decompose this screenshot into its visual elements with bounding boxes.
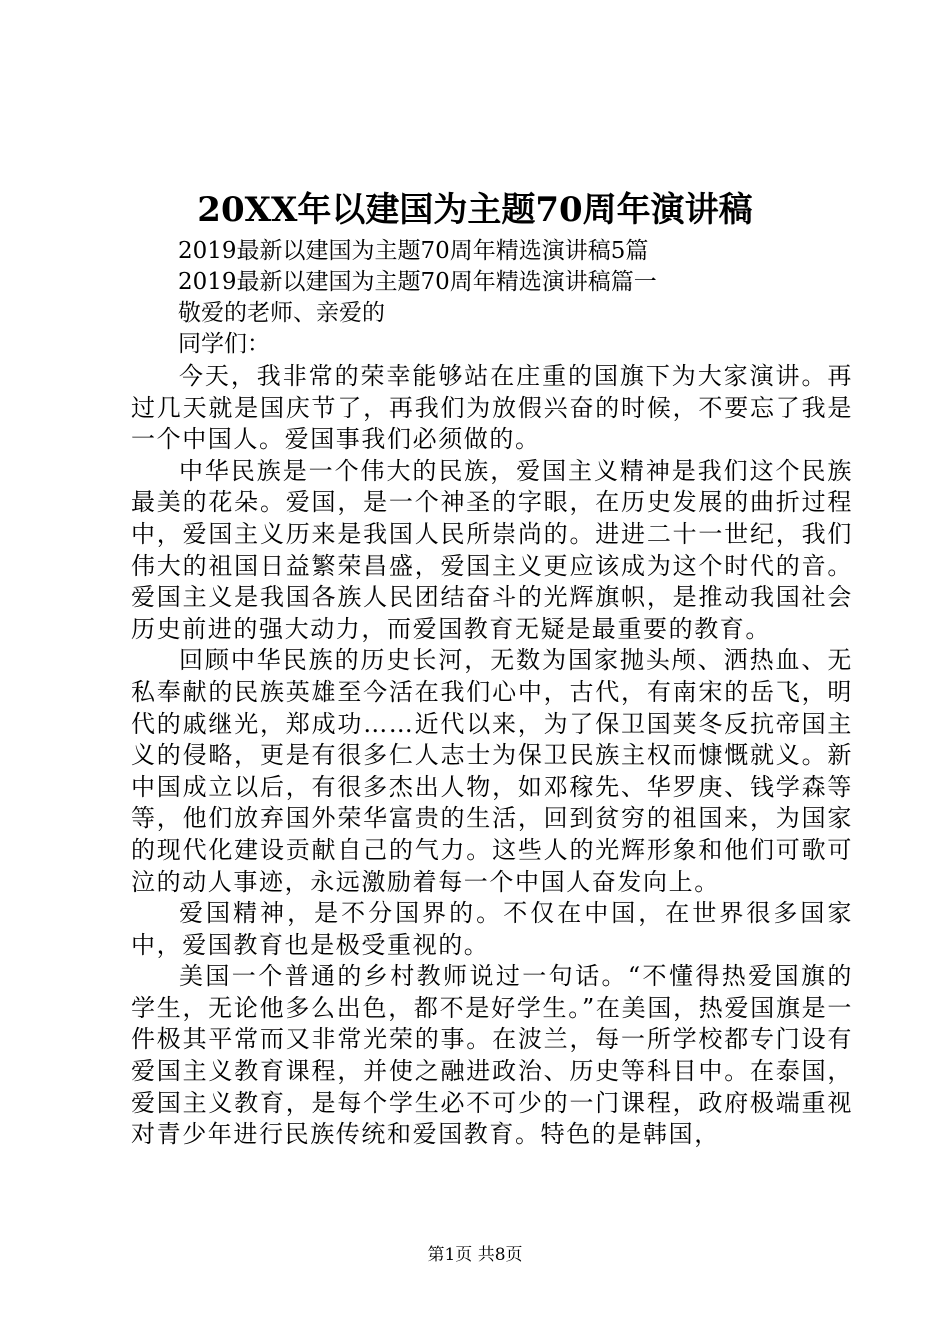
intro-line: 敬爱的老师、亲爱的 [178, 300, 385, 326]
intro-line: 2019最新以建国为主题70周年精选演讲稿5篇 [178, 238, 649, 264]
body-paragraph: 回顾中华民族的历史长河，无数为国家抛头颅、洒热血、无私奉献的民族英雄至今活在我们心中，古代，有南宋的岳飞，明代的戚继光，郑成功……近代以来，为了保卫国荚冬反抗帝国主义的侵略，更是有很多仁人志士为保卫民族主权而慷慨就义。新中国成立以后，有很多杰出人物，如邓稼先、华罗庚、钱学森等等，他们放弃国外荣华富贵的生活，回到贫穷的祖国来，为国家的现代化建设贡献自己的气力。这些人的光辉形象和他们可歌可泣的动人事迹，永远激励着每一个中国人奋发向上。 [131, 646, 853, 896]
page-footer: 第1页 共8页 [427, 1245, 523, 1265]
document-body [131, 361, 853, 1151]
intro-block [178, 236, 878, 360]
intro-line: 2019最新以建国为主题70周年精选演讲稿篇一 [178, 269, 657, 295]
body-paragraph: 美国一个普通的乡村教师说过一句话。“不懂得热爱国旗的学生，无论他多么出色，都不是好学生。”在美国，热爱国旗是一件极其平常而又非常光荣的事。在波兰，每一所学校都专门设有爱国主义教育课程，并使之融进政治、历史等科目中。在泰国，爱国主义教育，是每个学生必不可少的一门课程，政府极端重视对青少年进行民族传统和爱国教育。特色的是韩国， [131, 962, 853, 1149]
body-paragraph: 中华民族是一个伟大的民族，爱国主义精神是我们这个民族最美的花朵。爱国，是一个神圣的字眼，在历史发展的曲折过程中，爱国主义历来是我国人民所崇尚的。进进二十一世纪，我们伟大的祖国日益繁荣昌盛，爱国主义更应该成为这个时代的音。爱国主义是我国各族人民团结奋斗的光辉旗帜，是推动我国社会历史前进的强大动力，而爱国教育无疑是最重要的教育。 [131, 456, 853, 643]
document-title: 20XX年以建国为主题70周年演讲稿 [197, 190, 753, 230]
body-paragraph: 爱国精神，是不分国界的。不仅在中国，在世界很多国家中，爱国教育也是极受重视的。 [131, 899, 853, 959]
intro-line: 同学们： [178, 331, 270, 357]
body-paragraph: 今天，我非常的荣幸能够站在庄重的国旗下为大家演讲。再过几天就是国庆节了，再我们为放假兴奋的时候，不要忘了我是一个中国人。爱国事我们必须做的。 [131, 362, 853, 454]
